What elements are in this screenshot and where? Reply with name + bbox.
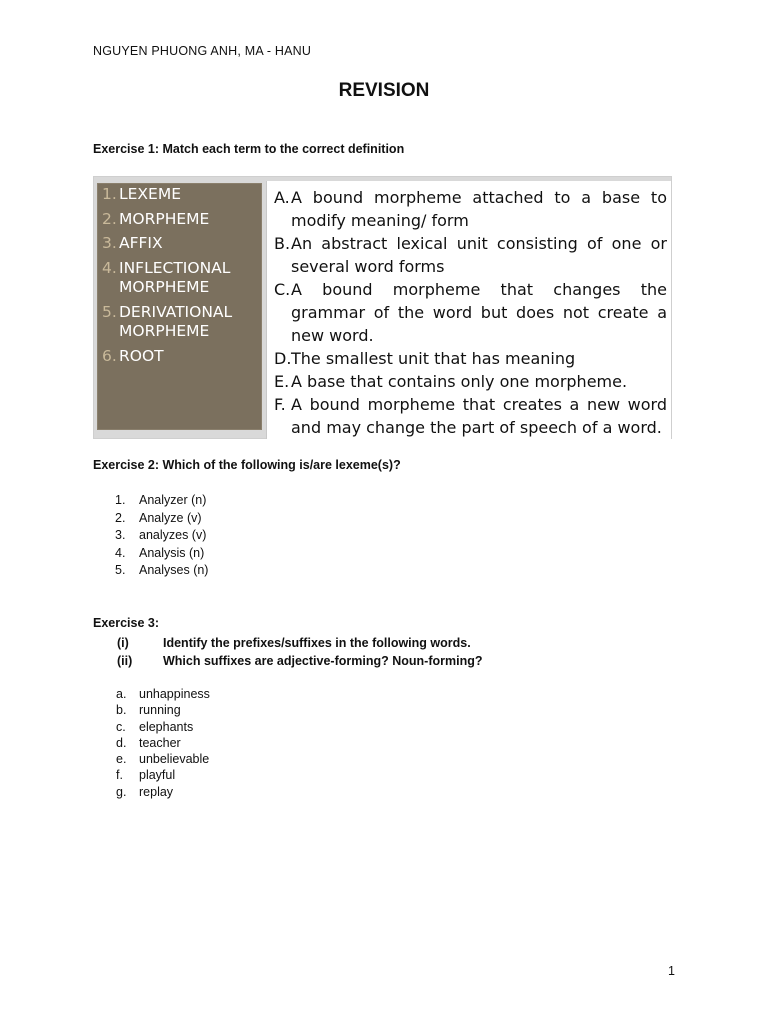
word-item	[93, 719, 210, 735]
definition-letter: E.	[274, 372, 290, 391]
definition-item	[274, 347, 667, 370]
term-item	[102, 347, 262, 367]
definition-item	[274, 232, 667, 278]
exercise-3-tasks	[93, 634, 482, 670]
word-item	[93, 784, 210, 800]
term-number: 3.	[102, 234, 117, 252]
task-item	[93, 652, 482, 670]
list-marker: 1.	[115, 493, 126, 507]
words-list	[93, 686, 210, 800]
term-item	[102, 259, 262, 298]
word-marker: e.	[116, 752, 127, 767]
word-marker: f.	[116, 768, 123, 783]
list-item-text: Analyzer (n)	[139, 493, 207, 507]
term-text: INFLECTIONAL MORPHEME	[119, 258, 231, 296]
term-number: 6.	[102, 346, 117, 365]
term-text: LEXEME	[119, 185, 182, 203]
word-text: unbelievable	[139, 752, 210, 767]
task-text: Which suffixes are adjective-forming? Noun-forming?	[163, 654, 483, 668]
word-item	[93, 751, 210, 767]
list-item	[93, 562, 208, 580]
word-text: running	[139, 703, 181, 718]
list-item	[93, 545, 208, 563]
word-marker: c.	[116, 719, 126, 734]
word-text: playful	[139, 768, 176, 783]
word-item	[93, 686, 210, 702]
page-title: REVISION	[338, 80, 430, 101]
exercise-3-heading: Exercise 3:	[93, 616, 160, 630]
term-number: 1.	[102, 185, 117, 203]
task-marker: (i)	[117, 636, 129, 650]
exercise-2-heading: Exercise 2: Which of the following is/are lexeme(s)?	[93, 458, 401, 472]
term-item	[102, 185, 262, 205]
definition-text: A base that contains only one morpheme.	[291, 372, 628, 391]
term-text: MORPHEME	[119, 209, 210, 228]
list-marker: 2.	[115, 510, 126, 525]
task-text: Identify the prefixes/suffixes in the following words.	[163, 636, 471, 650]
definition-item	[274, 186, 667, 232]
task-item	[93, 634, 482, 652]
definition-letter: A.	[274, 188, 290, 207]
term-text: ROOT	[119, 346, 164, 365]
terms-panel	[97, 183, 262, 430]
page-number: 1	[668, 964, 675, 978]
definition-item	[274, 370, 667, 393]
word-text: teacher	[139, 735, 181, 750]
word-item	[93, 735, 210, 751]
definition-letter: C.	[274, 280, 291, 299]
list-item-text: Analyses (n)	[139, 563, 209, 577]
term-item	[102, 210, 262, 230]
list-item-text: Analysis (n)	[139, 545, 205, 560]
term-number: 5.	[102, 302, 117, 321]
word-marker: a.	[116, 687, 127, 701]
definition-letter: D.	[274, 349, 292, 368]
word-text: replay	[139, 784, 174, 799]
term-text: DERIVATIONAL MORPHEME	[119, 302, 233, 340]
word-item	[93, 702, 210, 718]
terms-list	[97, 183, 262, 366]
definition-text: An abstract lexical unit consisting of one or several word forms	[291, 234, 667, 276]
word-marker: d.	[116, 735, 127, 750]
word-item	[93, 767, 210, 783]
list-item-text: Analyze (v)	[139, 510, 202, 525]
list-item-text: analyzes (v)	[139, 528, 207, 542]
lexeme-options-list	[93, 492, 208, 580]
task-marker: (ii)	[117, 654, 133, 668]
exercise-1-heading: Exercise 1: Match each term to the correct definition	[93, 142, 405, 156]
definitions-list	[274, 186, 667, 439]
word-marker: b.	[116, 703, 127, 718]
definition-text: A bound morpheme attached to a base to modify meaning/ form	[291, 188, 667, 230]
term-text: AFFIX	[119, 234, 163, 252]
author-header: NGUYEN PHUONG ANH, MA - HANU	[93, 44, 312, 58]
definition-item	[274, 278, 667, 347]
term-number: 4.	[102, 258, 117, 277]
definition-letter: B.	[274, 234, 291, 253]
definition-text: The smallest unit that has meaning	[291, 349, 576, 368]
word-marker: g.	[116, 784, 127, 799]
matching-figure	[93, 176, 672, 439]
list-marker: 3.	[115, 528, 126, 542]
definition-item	[274, 393, 667, 439]
term-item	[102, 303, 262, 342]
word-text: elephants	[139, 719, 194, 734]
list-item	[93, 510, 208, 528]
word-text: unhappiness	[139, 687, 210, 701]
list-item	[93, 492, 208, 510]
definitions-panel	[266, 181, 671, 439]
list-item	[93, 527, 208, 545]
definition-text: A bound morpheme that changes the grammar of the word but does not create a new word.	[291, 280, 667, 345]
term-item	[102, 234, 262, 254]
list-marker: 5.	[115, 563, 126, 577]
definition-letter: F.	[274, 395, 286, 414]
term-number: 2.	[102, 209, 117, 228]
list-marker: 4.	[115, 545, 126, 560]
definition-text: A bound morpheme that creates a new word and may change the part of speech of a word.	[291, 395, 667, 437]
